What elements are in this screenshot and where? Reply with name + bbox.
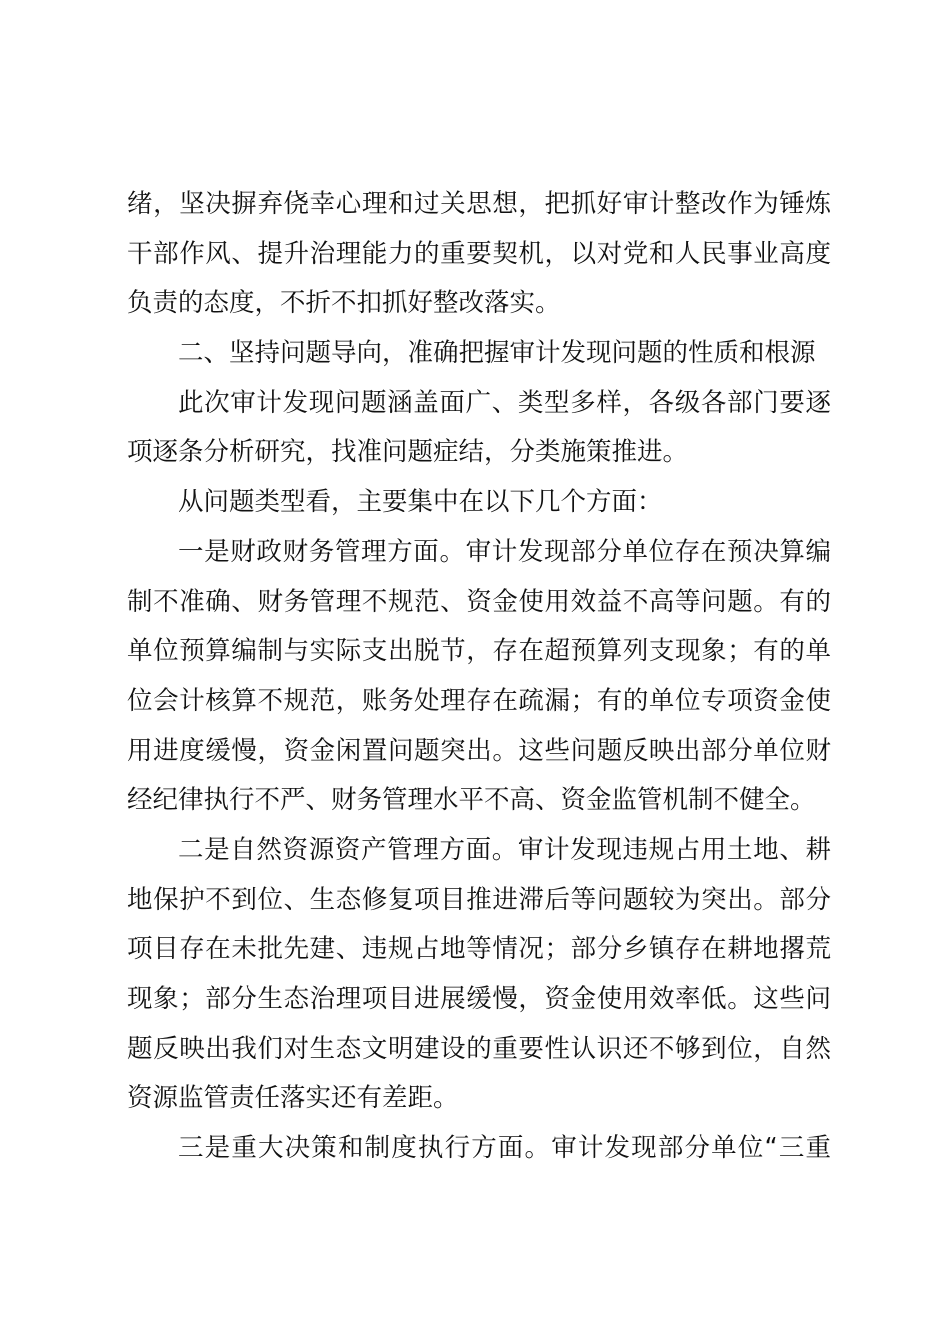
text-line: 现象；部分生态治理项目进展缓慢，资金使用效率低。这些问 (127, 984, 831, 1014)
text-line: 单位预算编制与实际支出脱节，存在超预算列支现象；有的单 (127, 636, 831, 667)
text-line: 绪，坚决摒弃侥幸心理和过关思想，把抓好审计整改作为锤炼 (127, 189, 831, 219)
text-line: 制不准确、财务管理不规范、资金使用效益不高等问题。有的 (127, 586, 831, 617)
text-line: 题反映出我们对生态文明建设的重要性认识还不够到位，自然 (127, 1033, 831, 1064)
paragraph (127, 826, 831, 1124)
paragraph (127, 478, 831, 528)
text-line: 二是自然资源资产管理方面。审计发现违规占用土地、耕 (178, 834, 831, 865)
text-line: 一是财政财务管理方面。审计发现部分单位存在预决算编 (178, 536, 831, 567)
text-line: 从问题类型看，主要集中在以下几个方面： (178, 487, 663, 518)
paragraph (127, 528, 831, 826)
text-line: 经纪律执行不严、财务管理水平不高、资金监管机制不健全。 (127, 785, 816, 816)
text-line: 资源监管责任落实还有差距。 (127, 1083, 459, 1114)
text-line: 用进度缓慢，资金闲置问题突出。这些问题反映出部分单位财 (127, 735, 831, 766)
paragraph (127, 180, 831, 329)
text-line: 三是重大决策和制度执行方面。审计发现部分单位“三重 (178, 1133, 831, 1164)
paragraph (127, 1124, 831, 1174)
text-line: 干部作风、提升治理能力的重要契机，以对党和人民事业高度 (127, 238, 831, 269)
text-line: 负责的态度，不折不扣抓好整改落实。 (127, 288, 561, 319)
text-line: 位会计核算不规范，账务处理存在疏漏；有的单位专项资金使 (127, 685, 831, 716)
document-page (127, 180, 831, 1174)
text-line: 项逐条分析研究，找准问题症结，分类施策推进。 (127, 437, 689, 468)
section-heading (127, 329, 831, 379)
text-line: 项目存在未批先建、违规占地等情况；部分乡镇存在耕地撂荒 (127, 934, 831, 965)
text-line: 地保护不到位、生态修复项目推进滞后等问题较为突出。部分 (127, 884, 831, 915)
paragraph (127, 379, 831, 478)
text-line: 二、坚持问题导向，准确把握审计发现问题的性质和根源 (178, 338, 816, 369)
text-line: 此次审计发现问题涵盖面广、类型多样，各级各部门要逐 (178, 387, 831, 418)
